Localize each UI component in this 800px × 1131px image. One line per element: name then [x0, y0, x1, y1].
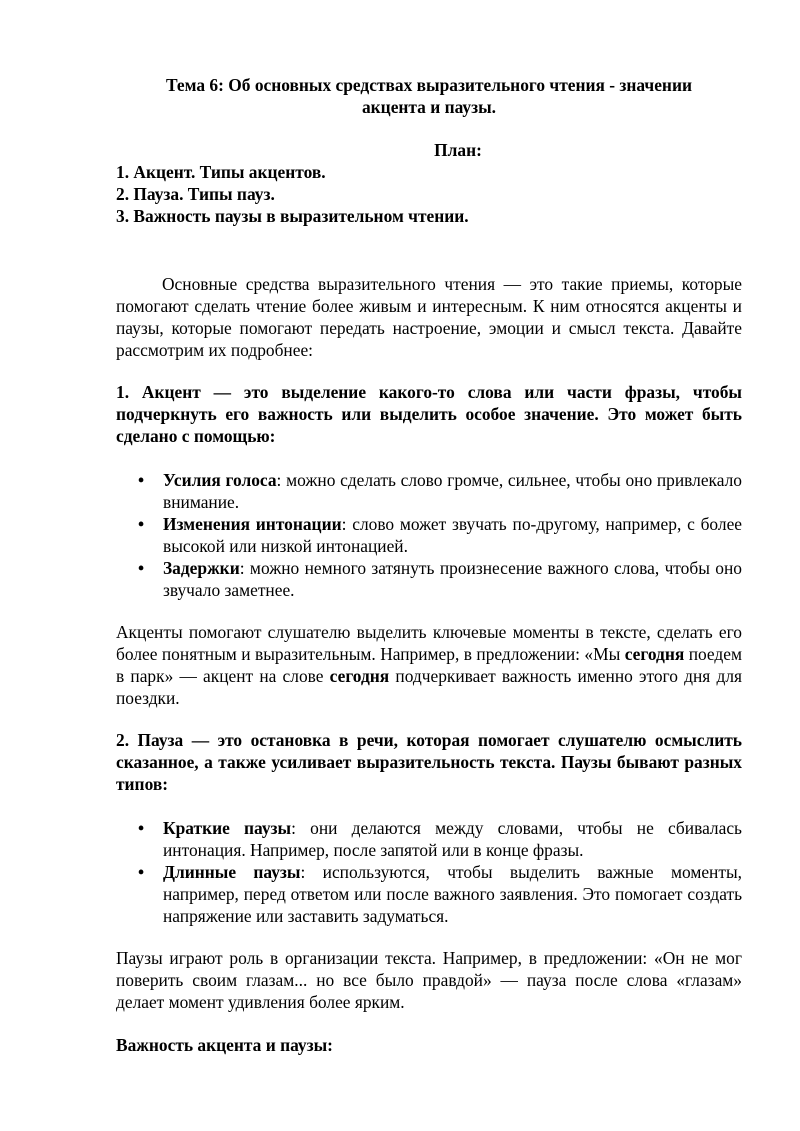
plan-heading: План:	[434, 140, 482, 160]
bullet-text: : можно немного затянуть произнесение важного слова, чтобы оно звучало заметнее.	[163, 558, 742, 600]
bullet-icon: •	[138, 862, 145, 882]
list-item	[116, 861, 742, 927]
importance-heading: Важность акцента и паузы:	[116, 1035, 333, 1055]
title-line-2: акцента и паузы.	[361, 97, 497, 117]
bullet-term: Краткие паузы	[163, 818, 292, 838]
list-item	[116, 817, 742, 861]
bullet-text: : используются, чтобы выделить важные моменты, например, перед ответом или после важного заявления. Это помогает создать напряжение или заставить задуматься.	[163, 862, 742, 926]
emphasized-word: сегодня	[329, 666, 390, 686]
document-title	[116, 74, 742, 118]
accent-heading: 1. Акцент — это выделение какого-то слова или части фразы, чтобы подчеркнуть его важность или выделить особое значение. Это может быть сделано с помощью:	[116, 382, 742, 446]
bullet-icon: •	[138, 470, 145, 490]
list-item	[116, 513, 742, 557]
pause-example-paragraph: Паузы играют роль в организации текста. Например, в предложении: «Он не мог поверить своим глазам... но все было правдой» — пауза после слова «глазам» делает момент удивления более ярким.	[116, 948, 742, 1012]
bullet-text: : можно сделать слово громче, сильнее, чтобы оно привлекало внимание.	[163, 470, 742, 512]
paragraph-text: подчеркивает важность именно этого дня для поездки.	[116, 666, 742, 708]
bullet-term: Задержки	[163, 558, 240, 578]
plan-item-1: 1. Акцент. Типы акцентов.	[116, 162, 326, 182]
bullet-icon: •	[138, 514, 145, 534]
document-page	[116, 74, 742, 1056]
bullet-term: Усилия голоса	[163, 470, 277, 490]
paragraph-text: Акценты помогают слушателю выделить ключевые моменты в тексте, сделать его более понятным и выразительным. Например, в предложении: «Мы	[116, 622, 742, 664]
plan-item-3: 3. Важность паузы в выразительном чтении.	[116, 206, 469, 226]
bullet-icon: •	[138, 558, 145, 578]
bullet-icon: •	[138, 818, 145, 838]
bullet-text: : они делаются между словами, чтобы не сбивалась интонация. Например, после запятой или в конце фразы.	[163, 818, 742, 860]
accent-example-paragraph	[116, 621, 742, 709]
pause-bullet-list	[116, 817, 742, 927]
bullet-term: Изменения интонации	[163, 514, 342, 534]
list-item	[116, 469, 742, 513]
emphasized-word: сегодня	[624, 644, 685, 664]
title-line-1: Тема 6: Об основных средствах выразительного чтения - значении	[165, 75, 692, 95]
intro-paragraph: Основные средства выразительного чтения — это такие приемы, которые помогают сделать чтение более живым и интересным. К ним относятся акценты и паузы, которые помогают передать настроение, эмоции и смысл текста. Давайте рассмотрим их подробнее:	[116, 274, 742, 360]
bullet-term: Длинные паузы	[163, 862, 301, 882]
list-item	[116, 557, 742, 601]
paragraph-text: поедем в парк» — акцент на слове	[116, 644, 742, 686]
bullet-text: : слово может звучать по-другому, например, с более высокой или низкой интонацией.	[163, 514, 743, 556]
plan-item-2: 2. Пауза. Типы пауз.	[116, 184, 275, 204]
pause-heading: 2. Пауза — это остановка в речи, которая помогает слушателю осмыслить сказанное, а также усиливает выразительность текста. Паузы бывают разных типов:	[116, 730, 742, 794]
accent-bullet-list	[116, 469, 742, 601]
